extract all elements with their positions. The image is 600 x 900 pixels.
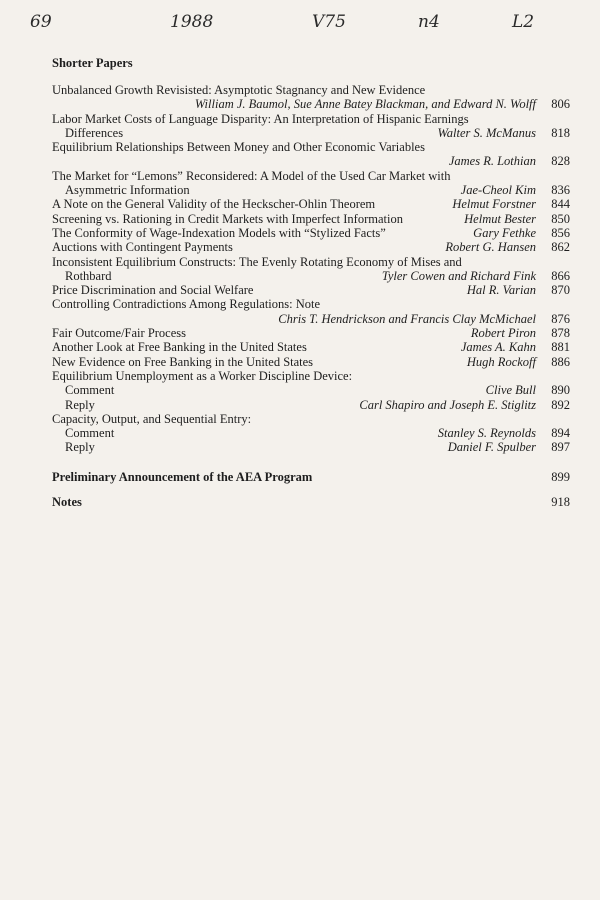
handwritten-note: V75: [312, 12, 346, 32]
entry-page: 886: [551, 354, 570, 369]
entry-author: Daniel F. Spulber: [447, 440, 536, 455]
entry-page: 890: [551, 383, 570, 398]
notes-entry: [52, 495, 570, 509]
entry-author: Helmut Forstner: [452, 197, 536, 212]
group-item-label: Reply: [65, 440, 95, 455]
entry-title: Unbalanced Growth Revisisted: Asymptotic Stagnancy and New Evidence: [52, 83, 426, 97]
toc-entry: [52, 197, 570, 211]
entry-title: New Evidence on Free Banking in the United States: [52, 354, 314, 369]
toc-entry: [52, 240, 570, 254]
entry-author: Gary Fethke: [473, 225, 536, 240]
entry-author: James R. Lothian: [448, 154, 536, 169]
section-title: Shorter Papers: [52, 56, 133, 70]
entry-title-continued: Rothbard: [65, 268, 112, 283]
entry-author: Walter S. McManus: [437, 125, 536, 140]
entry-author: Hugh Rockoff: [466, 354, 536, 369]
entry-page: 876: [551, 311, 570, 326]
entry-page: 870: [551, 283, 570, 298]
entry-author: Tyler Cowen and Richard Fink: [381, 268, 536, 283]
toc-entry: [52, 83, 570, 112]
handwritten-annotations: [0, 6, 600, 40]
toc-entry: [52, 212, 570, 226]
entry-author: Robert Piron: [470, 326, 536, 341]
toc-entry: [52, 297, 570, 326]
entry-author: Robert G. Hansen: [445, 240, 536, 255]
entry-author: Helmut Bester: [464, 211, 536, 226]
entry-page: 850: [551, 211, 570, 226]
entry-page: 806: [551, 97, 570, 112]
entry-title: Screening vs. Rationing in Credit Markets with Imperfect Information: [52, 211, 403, 226]
notes-page: 918: [551, 495, 570, 510]
entry-author: Clive Bull: [485, 383, 536, 398]
entry-page: 881: [551, 340, 570, 355]
toc-entry: [52, 355, 570, 369]
toc-entry: [52, 112, 570, 141]
notes-title: Notes: [52, 495, 82, 510]
entry-title: Labor Market Costs of Language Disparity: An Interpretation of Hispanic Earnings: [52, 111, 469, 126]
toc-entry: [52, 255, 570, 284]
group-item-label: Comment: [65, 383, 115, 398]
entry-title: A Note on the General Validity of the Heckscher-Ohlin Theorem: [52, 197, 376, 212]
entry-title: Another Look at Free Banking in the United States: [52, 340, 307, 355]
entry-author: Stanley S. Reynolds: [437, 426, 536, 441]
entry-page: 878: [551, 326, 570, 341]
toc-entry: [52, 283, 570, 297]
entry-author: Jae-Cheol Kim: [460, 183, 536, 198]
toc-entry: [52, 340, 570, 354]
entry-title: The Market for “Lemons” Reconsidered: A Model of the Used Car Market with: [52, 168, 451, 183]
entry-author: Carl Shapiro and Joseph E. Stiglitz: [359, 397, 536, 412]
toc-entry: [52, 140, 570, 169]
group-heading: Equilibrium Unemployment as a Worker Discipline Device:: [52, 368, 353, 383]
entry-author: James A. Kahn: [460, 340, 536, 355]
group-heading: Capacity, Output, and Sequential Entry:: [52, 411, 252, 426]
toc-group: [52, 369, 570, 412]
entry-title: Inconsistent Equilibrium Constructs: The Evenly Rotating Economy of Mises and: [52, 254, 462, 269]
entry-page: 844: [551, 197, 570, 212]
announcement-page: 899: [551, 469, 570, 484]
handwritten-note: n4: [418, 12, 440, 32]
entry-title: Price Discrimination and Social Welfare: [52, 283, 254, 298]
announcement-title: Preliminary Announcement of the AEA Program: [52, 469, 313, 484]
handwritten-note: 1988: [170, 12, 214, 32]
table-of-contents: [52, 83, 570, 509]
entry-author: Hal R. Varian: [466, 283, 536, 298]
entry-title: Auctions with Contingent Payments: [52, 240, 233, 255]
entry-page: 897: [551, 440, 570, 455]
toc-entry: [52, 226, 570, 240]
entry-page: 866: [551, 268, 570, 283]
entry-page: 818: [551, 125, 570, 140]
entry-page: 892: [551, 397, 570, 412]
entry-title: Controlling Contradictions Among Regulations: Note: [52, 297, 321, 312]
entry-page: 836: [551, 183, 570, 198]
group-item-label: Reply: [65, 397, 95, 412]
toc-group: [52, 412, 570, 455]
handwritten-note: 69: [30, 12, 52, 32]
announcement-entry: [52, 470, 570, 484]
entry-page: 828: [551, 154, 570, 169]
entry-page: 862: [551, 240, 570, 255]
entry-page: 856: [551, 225, 570, 240]
entry-title: Fair Outcome/Fair Process: [52, 326, 187, 341]
entry-title: The Conformity of Wage-Indexation Models with “Stylized Facts”: [52, 225, 386, 240]
handwritten-note: L2: [512, 12, 535, 32]
entry-title: Equilibrium Relationships Between Money and Other Economic Variables: [52, 140, 425, 155]
entry-author: William J. Baumol, Sue Anne Batey Blackman, and Edward N. Wolff: [194, 97, 536, 112]
group-item-label: Comment: [65, 426, 115, 441]
entry-title-continued: Differences: [65, 125, 124, 140]
toc-entry: [52, 169, 570, 198]
toc-entry: [52, 326, 570, 340]
entry-page: 894: [551, 426, 570, 441]
entry-author: Chris T. Hendrickson and Francis Clay McMichael: [278, 311, 536, 326]
entry-title-continued: Asymmetric Information: [65, 183, 190, 198]
